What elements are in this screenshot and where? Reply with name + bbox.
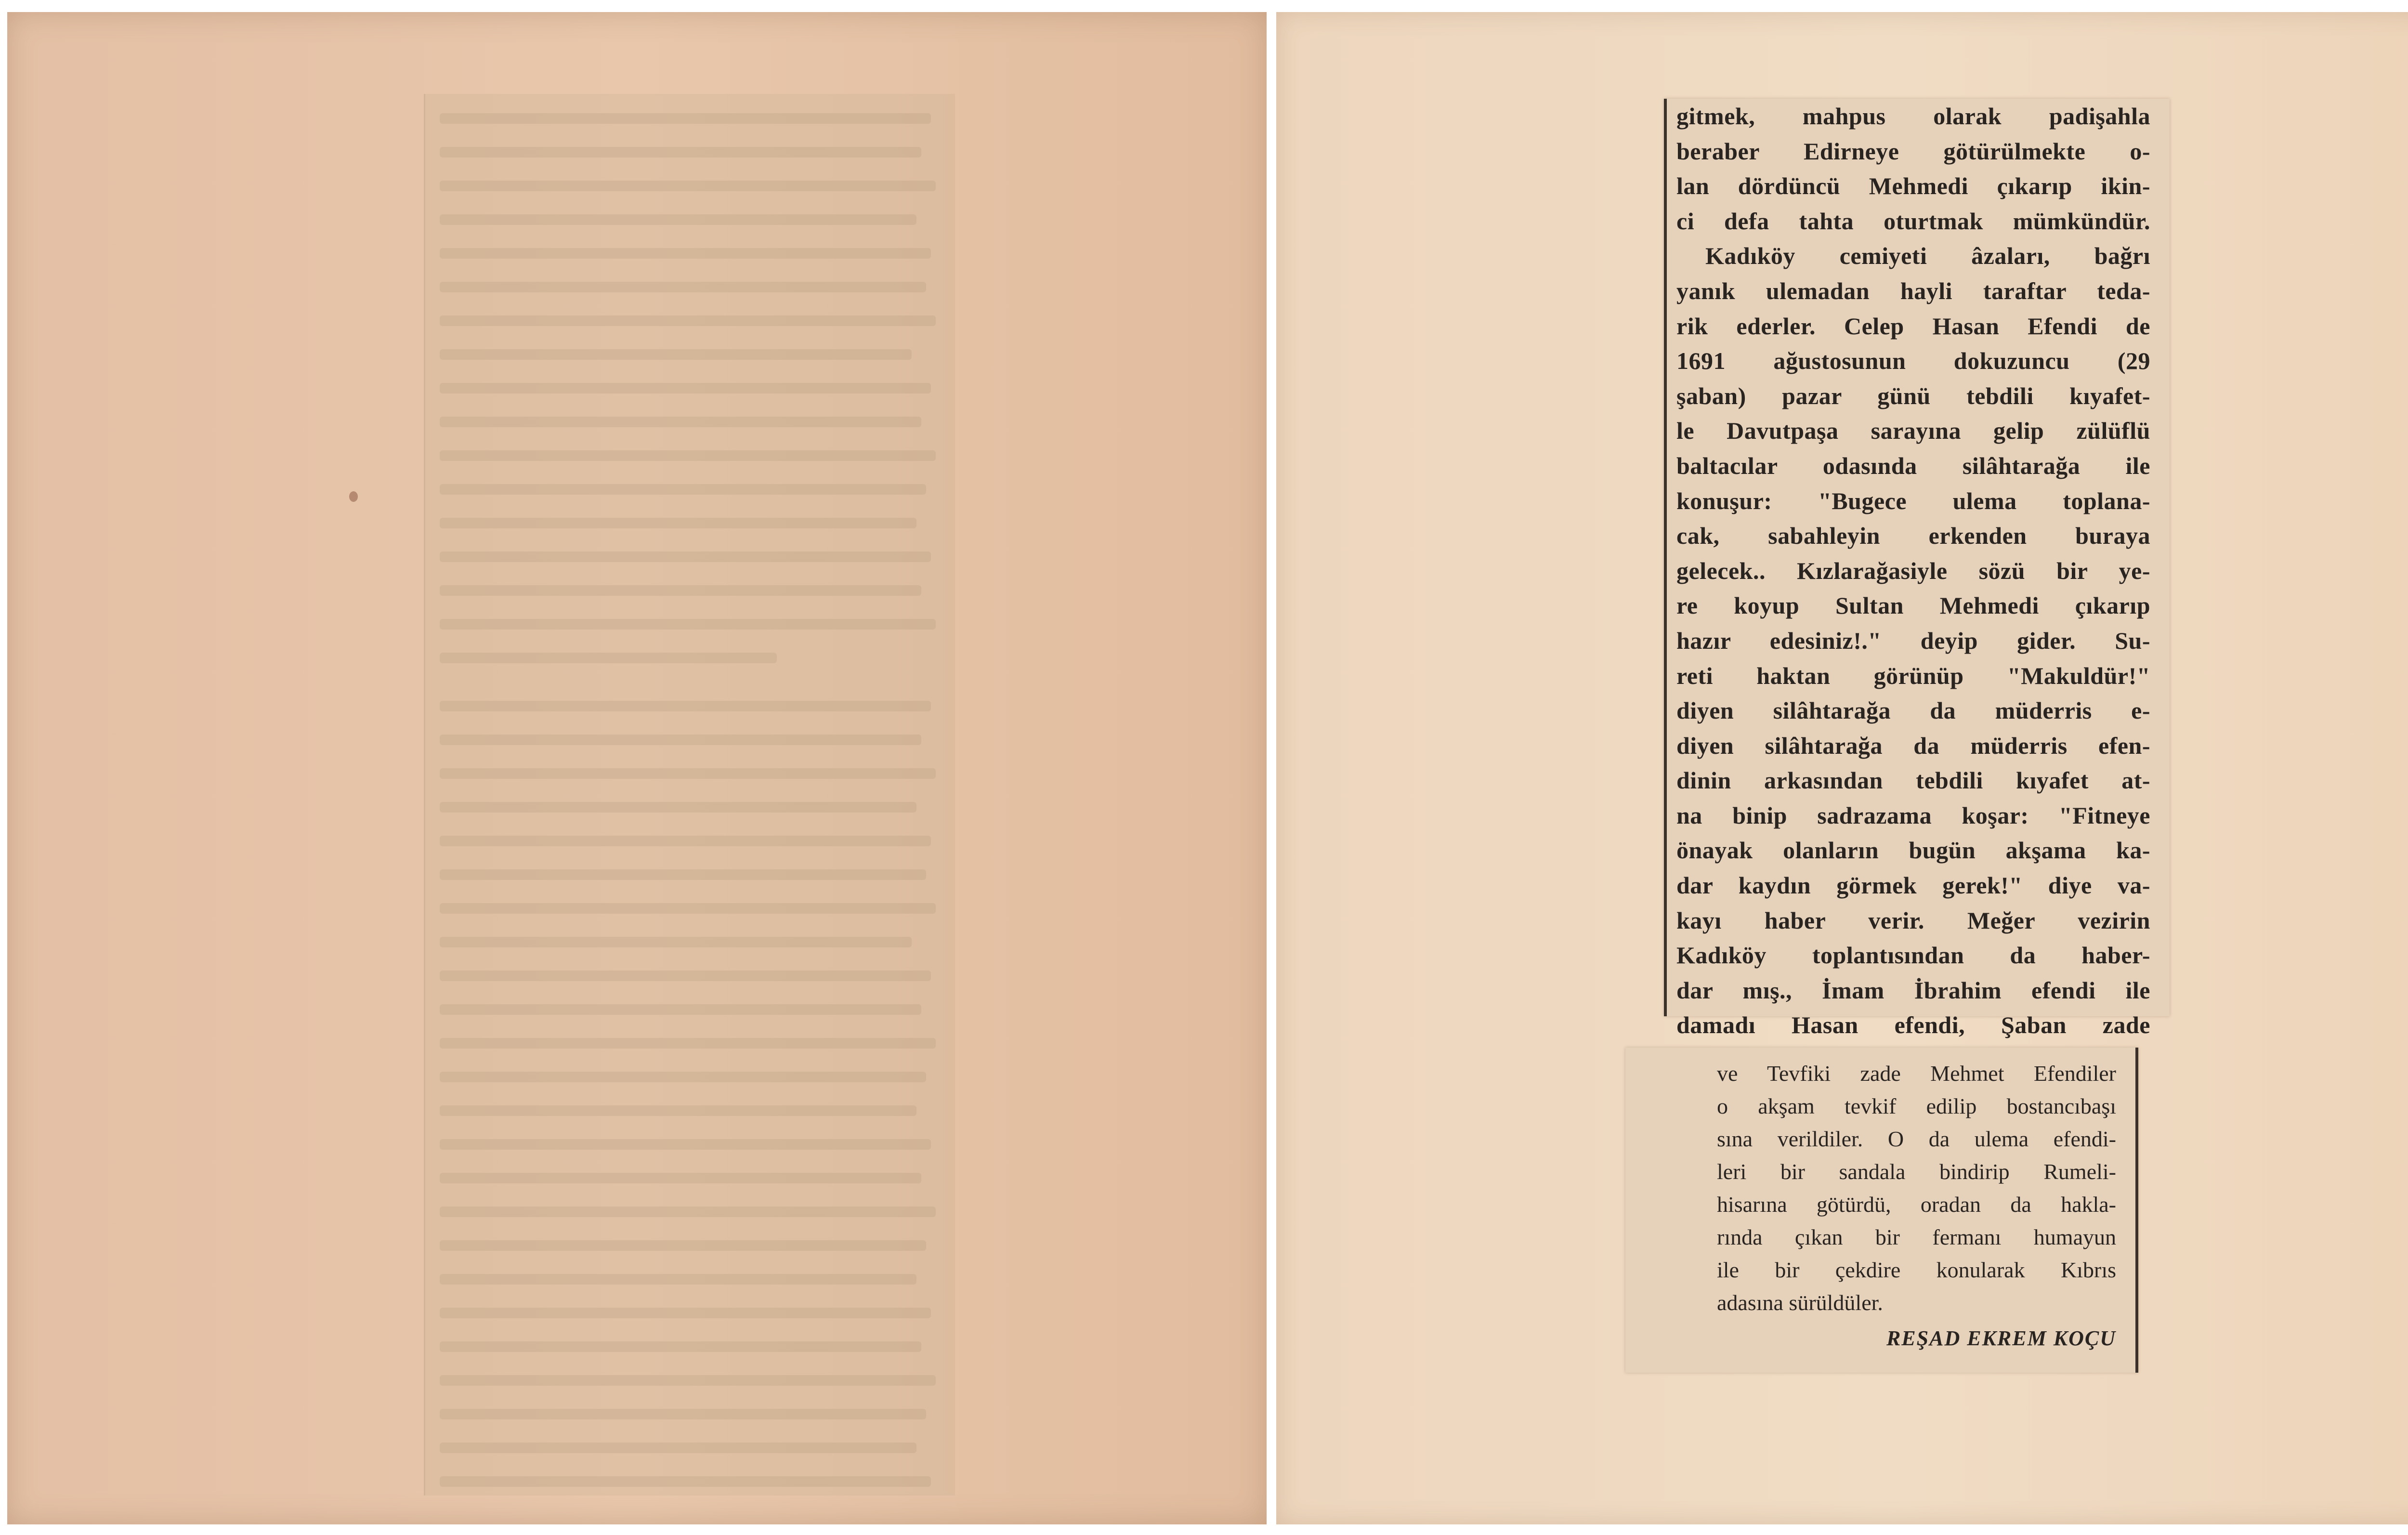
text-line: 1691 ağustosunun dokuzuncu (29	[1676, 347, 2150, 375]
text-line: na binip sadrazama koşar: "Fitneye	[1676, 801, 2150, 829]
text-line: rik ederler. Celep Hasan Efendi de	[1676, 312, 2150, 340]
text-line: damadı Hasan efendi, Şaban zade	[1676, 1011, 2150, 1039]
newspaper-clipping-continued	[1625, 1048, 2138, 1373]
author-signature: REŞAD EKREM KOÇU	[1886, 1326, 2116, 1350]
text-line: ve Tevfiki zade Mehmet Efendiler	[1717, 1061, 2116, 1086]
text-line: le Davutpaşa sarayına gelip zülüflü	[1676, 417, 2150, 445]
text-line: diyen silâhtarağa da müderris efen-	[1676, 732, 2150, 759]
text-line: cak, sabahleyin erkenden buraya	[1676, 522, 2150, 550]
text-line: leri bir sandala bindirip Rumeli-	[1717, 1159, 2116, 1184]
text-line: Kadıköy toplantısından da haber-	[1676, 942, 2150, 969]
text-line: gelecek.. Kızlarağasiyle sözü bir ye-	[1676, 557, 2150, 584]
text-line: kayı haber verir. Meğer vezirin	[1676, 906, 2150, 934]
text-line: sına verildiler. O da ulema efendi-	[1717, 1127, 2116, 1151]
text-line: hazır edesiniz!." deyip gider. Su-	[1676, 627, 2150, 654]
newspaper-clipping-main	[1664, 99, 2170, 1039]
text-line: konuşur: "Bugece ulema toplana-	[1676, 487, 2150, 514]
left-page	[7, 12, 1267, 1524]
text-line: reti haktan görünüp "Makuldür!"	[1676, 662, 2150, 689]
text-line: baltacılar odasında silâhtarağa ile	[1676, 452, 2150, 479]
text-line: hisarına götürdü, oradan da hakla-	[1717, 1192, 2116, 1217]
text-line: şaban) pazar günü tebdili kıyafet-	[1676, 382, 2150, 409]
text-line: Kadıköy cemiyeti âzaları, bağrı	[1705, 242, 2150, 270]
text-line: yanık ulemadan hayli taraftar teda-	[1676, 277, 2150, 304]
text-line: adasına sürüldüler.	[1717, 1290, 1883, 1315]
text-line: lan dördüncü Mehmedi çıkarıp ikin-	[1676, 172, 2150, 200]
bleed-through-column	[424, 94, 955, 1496]
text-line: önayak olanların bugün akşama ka-	[1676, 837, 2150, 864]
text-line: gitmek, mahpus olarak padişahla	[1676, 103, 2150, 130]
text-line: dar kaydın görmek gerek!" diye va-	[1676, 872, 2150, 899]
text-line: dar mış., İmam İbrahim efendi ile	[1676, 976, 2150, 1004]
text-line: ci defa tahta oturtmak mümkündür.	[1676, 207, 2150, 235]
text-line: dinin arkasından tebdili kıyafet at-	[1676, 767, 2150, 794]
text-line: diyen silâhtarağa da müderris e-	[1676, 697, 2150, 724]
text-line: ile bir çekdire konularak Kıbrıs	[1717, 1258, 2116, 1282]
text-line: o akşam tevkif edilip bostancıbaşı	[1717, 1094, 2116, 1118]
text-line: beraber Edirneye götürülmekte o-	[1676, 137, 2150, 165]
text-line: rında çıkan bir fermanı humayun	[1717, 1225, 2116, 1249]
text-line: re koyup Sultan Mehmedi çıkarıp	[1676, 592, 2150, 619]
